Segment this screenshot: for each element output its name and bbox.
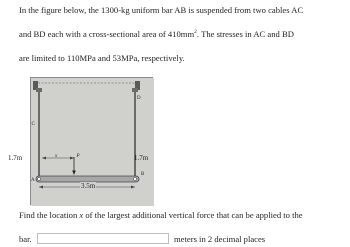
label-b: B xyxy=(141,172,145,177)
bar-length-label: 3.5m xyxy=(81,182,96,190)
question-text-start: Find the location xyxy=(19,210,80,220)
answer-prefix: bar. xyxy=(19,234,32,244)
pin-a xyxy=(37,177,40,180)
question-text xyxy=(19,210,303,221)
label-a: A xyxy=(31,178,35,183)
label-d: D xyxy=(137,96,141,101)
question-text-end: of the largest additional vertical force that can be applied to the xyxy=(83,210,303,220)
problem-text-line-2 xyxy=(19,29,294,40)
label-x: x xyxy=(55,154,58,159)
answer-units-label: meters in 2 decimal places xyxy=(174,234,266,244)
left-support-bracket xyxy=(36,88,42,92)
right-cable-length-label: 1.7m xyxy=(134,154,149,162)
question-variable: x xyxy=(79,210,84,220)
label-p: P xyxy=(76,154,80,159)
area-text: and BD each with a cross-sectional area of 410mm xyxy=(19,29,195,39)
right-support-bracket xyxy=(132,88,138,92)
area-exponent: 2 xyxy=(194,29,197,36)
problem-text-line-3: are limited to 110MPa and 53MPa, respectively. xyxy=(19,53,185,63)
left-cable-length-label: 1.7m xyxy=(8,154,23,162)
problem-text-line-1: In the figure below, the 1300-kg uniform bar AB is suspended from two cables AC xyxy=(19,5,304,15)
label-c: C xyxy=(31,122,35,127)
pin-b xyxy=(133,177,136,180)
stresses-text: . The stresses in AC and BD xyxy=(196,29,294,39)
answer-input[interactable] xyxy=(37,233,169,244)
